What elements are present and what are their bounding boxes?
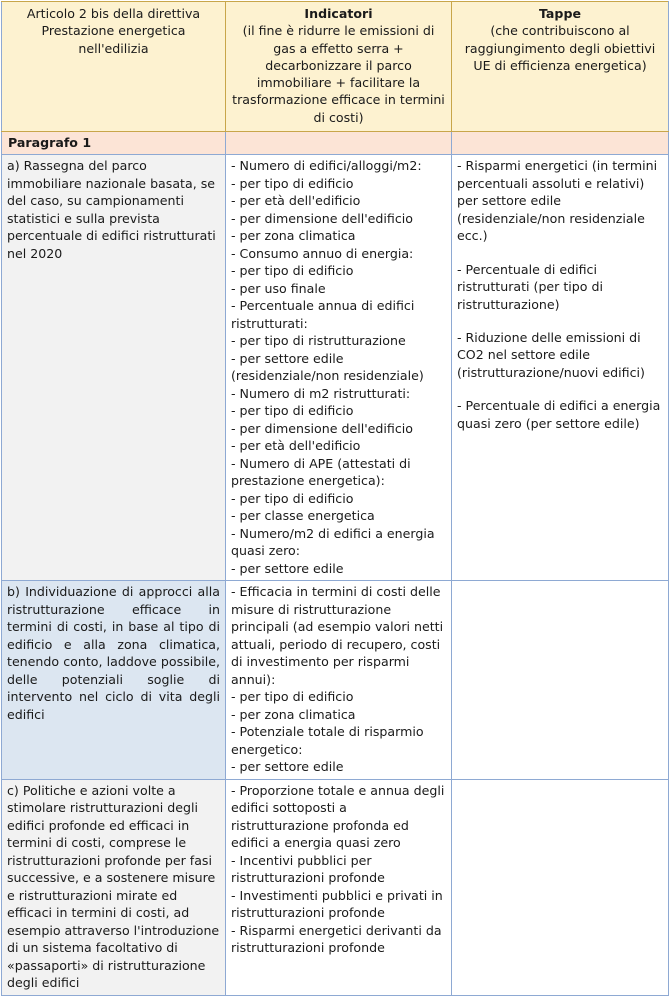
row-b-description xyxy=(2,581,226,780)
header-cell-milestones xyxy=(452,2,669,132)
table-row xyxy=(2,155,669,581)
list-item: - Incentivi pubblici per ristrutturazioni profonde xyxy=(231,852,385,886)
energy-performance-indicator-table xyxy=(1,1,669,996)
list-item: - per età dell'edificio xyxy=(231,438,361,454)
row-a-description xyxy=(2,155,226,581)
list-item: - per uso finale xyxy=(231,280,326,296)
list-item: - per dimensione dell'edificio xyxy=(231,420,413,436)
table-row xyxy=(2,581,669,780)
row-c-milestones xyxy=(452,779,669,995)
paragraph-band-row xyxy=(2,131,669,155)
row-a-milestone-list xyxy=(457,157,663,432)
row-c-indicators xyxy=(226,779,452,995)
list-item: - per classe energetica xyxy=(231,508,375,524)
header-milestones-subtitle: (che contribuiscono al raggiungimento degli obiettivi UE di efficienza energetica) xyxy=(464,23,656,73)
list-item: - Numero di APE (attestati di prestazione energetica): xyxy=(231,455,411,489)
row-c-description xyxy=(2,779,226,995)
list-item: - per settore edile xyxy=(231,759,344,775)
list-item: - per settore edile xyxy=(231,560,344,576)
header-indicators-subtitle: (il fine è ridurre le emissioni di gas a effetto serra + decarbonizzare il parco immobiliare + facilitare la trasformazione efficace in termini di costi) xyxy=(232,23,445,125)
list-item: - per settore edile (residenziale/non residenziale) xyxy=(231,350,424,384)
list-item: - per tipo di edificio xyxy=(231,175,354,191)
list-item: - per tipo di edificio xyxy=(231,490,354,506)
header-milestones-title: Tappe xyxy=(538,6,582,21)
milestone-item: - Percentuale di edifici a energia quasi zero (per settore edile) xyxy=(457,398,661,431)
paragraph-band-spacer-indicators xyxy=(226,131,452,155)
list-item: - Risparmi energetici derivanti da ristrutturazioni profonde xyxy=(231,922,442,956)
row-a-indicator-list xyxy=(231,157,446,577)
row-a-description-text: a) Rassegna del parco immobiliare nazionale basata, se del caso, su campionamenti statistici e sulla prevista percentuale di edifici ristrutturati nel 2020 xyxy=(7,158,216,261)
milestone-item: - Risparmi energetici (in termini percentuali assoluti e relativi) per settore edile (residenziale/non residenziale ecc.) xyxy=(457,158,658,244)
block-spacer xyxy=(457,313,663,329)
list-item: - per tipo di edificio xyxy=(231,403,354,419)
list-item: - per dimensione dell'edificio xyxy=(231,210,413,226)
list-item: - Percentuale annua di edifici ristrutturati: xyxy=(231,298,415,331)
paragraph-band-spacer-milestones xyxy=(452,131,669,155)
list-item: - Numero di edifici/alloggi/m2: xyxy=(231,158,422,174)
header-cell-indicators xyxy=(226,2,452,132)
list-item: - Investimenti pubblici e privati in ristrutturazioni profonde xyxy=(231,887,443,921)
table-row xyxy=(2,779,669,995)
milestone-item: - Percentuale di edifici ristrutturati (per tipo di ristrutturazione) xyxy=(457,261,603,312)
row-a-milestones xyxy=(452,155,669,581)
list-item: - per zona climatica xyxy=(231,228,356,244)
milestone-item: - Riduzione delle emissioni di CO2 nel settore edile (ristrutturazione/nuovi edifici) xyxy=(457,329,645,380)
header-article-line1: Articolo 2 bis della direttiva xyxy=(26,6,201,21)
list-item: - per tipo di edificio xyxy=(231,263,354,279)
row-b-indicators xyxy=(226,581,452,780)
row-b-indicator-list xyxy=(231,583,446,776)
table-header-row xyxy=(2,2,669,132)
header-cell-article xyxy=(2,2,226,132)
block-spacer xyxy=(457,245,663,261)
list-item: - Numero di m2 ristrutturati: xyxy=(231,385,411,401)
list-item: - Proporzione totale e annua degli edifici sottoposti a ristrutturazione profonda ed edifici a energia quasi zero xyxy=(231,782,445,851)
row-b-milestones xyxy=(452,581,669,780)
list-item: - per età dell'edificio xyxy=(231,193,361,209)
header-article-line2: Prestazione energetica nell'edilizia xyxy=(41,23,186,56)
row-a-indicators xyxy=(226,155,452,581)
list-item: - per zona climatica xyxy=(231,706,356,722)
list-item: - Consumo annuo di energia: xyxy=(231,245,414,261)
row-b-description-text: b) Individuazione di approcci alla ristrutturazione efficace in termini di costi, in base al tipo di edificio e alla zona climatica, tenendo conto, laddove possibile, delle potenziali soglie di intervento nel ciclo di vita degli edifici xyxy=(7,584,220,722)
row-c-description-text: c) Politiche e azioni volte a stimolare ristrutturazioni degli edifici profonde ed efficaci in termini di costi, comprese le ristrutturazioni profonde per fasi successive, e a sostenere misure e ristrutturazioni mirate ed efficaci in termini di costi, ad esempio attraverso l'introduzione di un sistema facoltativo di «passaporti» di ristrutturazione degli edifici xyxy=(7,782,220,991)
header-indicators-title: Indicatori xyxy=(304,6,373,21)
row-c-indicator-list xyxy=(231,782,446,957)
list-item: - Efficacia in termini di costi delle misure di ristrutturazione principali (ad esempio valori netti attuali, periodo di recupero, costi di investimento per risparmi annui): xyxy=(231,584,444,687)
list-item: - Potenziale totale di risparmio energetico: xyxy=(231,724,424,757)
list-item: - Numero/m2 di edifici a energia quasi zero: xyxy=(231,525,435,559)
list-item: - per tipo di edificio xyxy=(231,689,354,705)
list-item: - per tipo di ristrutturazione xyxy=(231,333,406,349)
paragraph-band-label: Paragrafo 1 xyxy=(2,131,226,155)
block-spacer xyxy=(457,381,663,397)
